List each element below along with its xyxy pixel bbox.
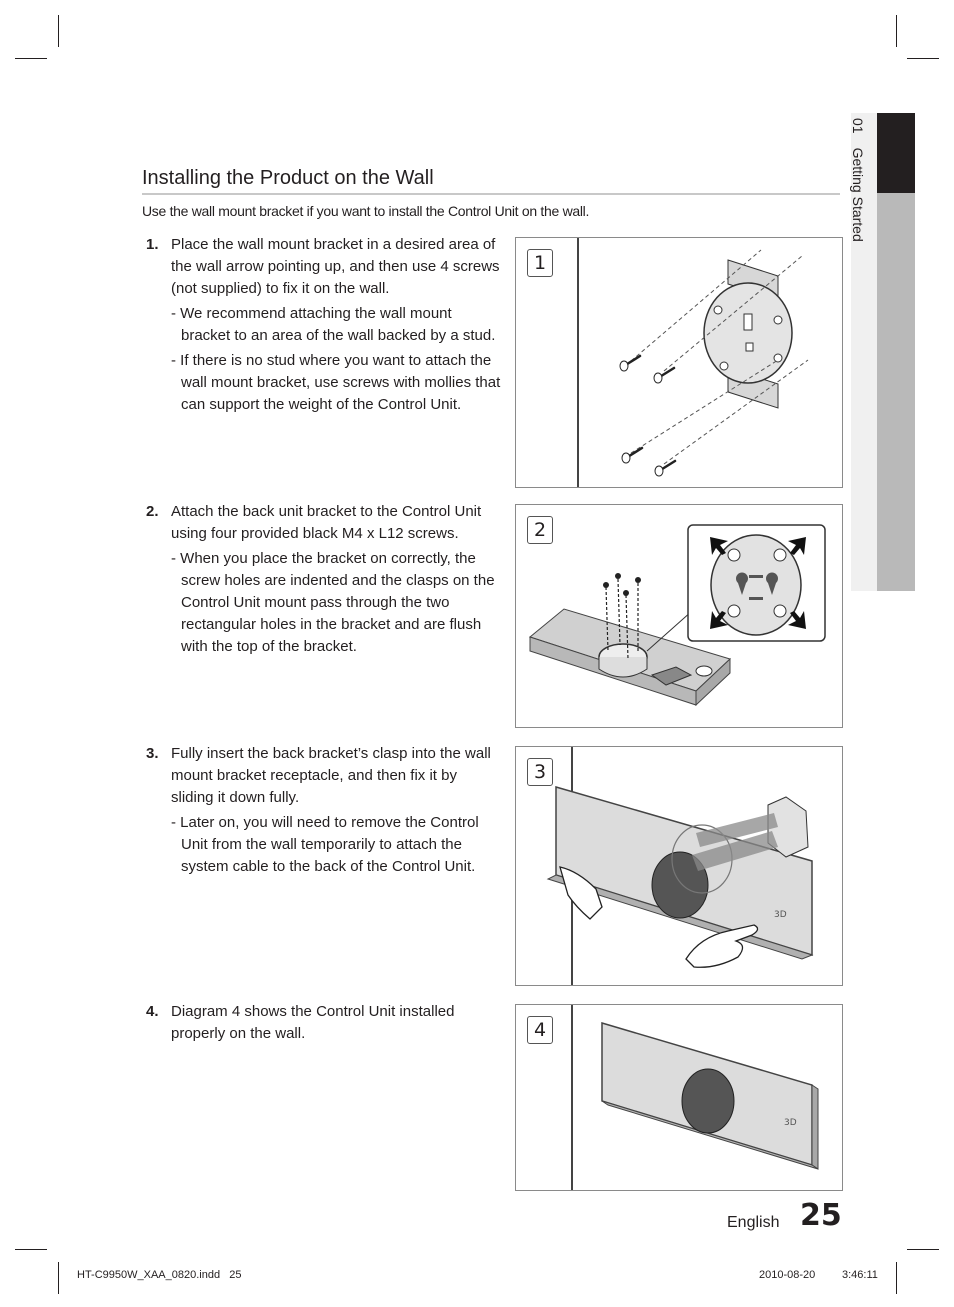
installed-unit-illustration xyxy=(516,1005,842,1190)
crop-mark xyxy=(58,1262,59,1294)
step-4 xyxy=(146,1001,501,1045)
figure-number-badge: 3 xyxy=(527,758,553,786)
step-note: - Later on, you will need to remove the Control Unit from the wall temporarily to attach the system cable to the back of the Control Unit. xyxy=(171,814,479,875)
step-note: - We recommend attaching the wall mount bracket to an area of the wall backed by a stud. xyxy=(171,305,496,344)
crop-mark xyxy=(15,58,47,59)
crop-mark xyxy=(15,1249,47,1250)
crop-mark xyxy=(896,1262,897,1294)
title-divider xyxy=(142,193,840,195)
crop-mark xyxy=(58,15,59,47)
section-intro: Use the wall mount bracket if you want to install the Control Unit on the wall. xyxy=(142,203,590,219)
crop-mark xyxy=(907,58,939,59)
back-bracket-illustration xyxy=(516,505,842,727)
chapter-label xyxy=(850,118,866,242)
side-tab-band xyxy=(877,193,915,591)
step-note: - If there is no stud where you want to attach the wall mount bracket, use screws with mollies that can support the weight of the Control Unit. xyxy=(171,352,501,413)
section-title: Installing the Product on the Wall xyxy=(142,167,434,189)
hang-unit-illustration xyxy=(516,747,842,985)
step-3 xyxy=(146,743,501,878)
side-tab-marker xyxy=(877,113,915,193)
slug-date: 2010-08-20 xyxy=(759,1269,816,1281)
step-1 xyxy=(146,234,501,416)
crop-mark xyxy=(907,1249,939,1250)
step-number: 4. xyxy=(146,1003,159,1020)
step-note: - When you place the bracket on correctly, the screw holes are indented and the clasps on the Control Unit mount pass through the two rectangular holes in the bracket and are flush with the top of the bracket. xyxy=(171,550,495,655)
chapter-number: 01 xyxy=(850,118,866,134)
figure-number-badge: 2 xyxy=(527,516,553,544)
step-text: Fully insert the back bracket’s clasp into the wall mount bracket receptacle, and then fix it by sliding it down fully. xyxy=(171,745,491,806)
svg-text:3D: 3D xyxy=(784,1118,797,1128)
chapter-title: Getting Started xyxy=(850,147,866,242)
step-text: Place the wall mount bracket in a desired area of the wall arrow pointing up, and then use 4 screws (not supplied) to fix it on the wall. xyxy=(171,236,500,297)
figure-4 xyxy=(515,1004,843,1191)
step-number: 3. xyxy=(146,745,159,762)
footer-language: English xyxy=(727,1214,780,1231)
step-text: Attach the back unit bracket to the Control Unit using four provided black M4 x L12 screws. xyxy=(171,503,482,542)
step-text: Diagram 4 shows the Control Unit installed properly on the wall. xyxy=(171,1003,455,1042)
crop-mark xyxy=(896,15,897,47)
step-2 xyxy=(146,501,501,658)
figure-3 xyxy=(515,746,843,986)
slug-time: 3:46:11 xyxy=(842,1269,878,1281)
figure-number-badge: 4 xyxy=(527,1016,553,1044)
wall-bracket-illustration xyxy=(516,238,842,487)
slug-file: HT-C9950W_XAA_0820.indd 25 xyxy=(77,1269,242,1281)
step-number: 1. xyxy=(146,236,159,253)
figure-1 xyxy=(515,237,843,488)
figure-2 xyxy=(515,504,843,728)
page-number: 25 xyxy=(800,1198,842,1233)
figure-number-badge: 1 xyxy=(527,249,553,277)
step-number: 2. xyxy=(146,503,159,520)
svg-text:3D: 3D xyxy=(774,910,787,920)
